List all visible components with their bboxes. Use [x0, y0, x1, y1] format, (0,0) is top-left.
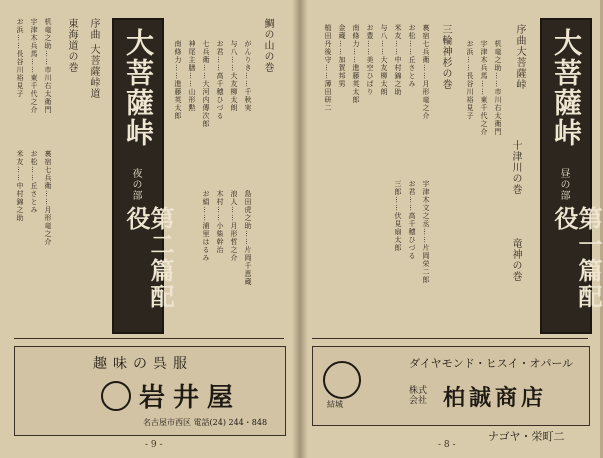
left-cast-line: 七兵衛……大河内傳次郎: [202, 40, 210, 128]
left-cast-line: 浪人……月形哲之介: [230, 190, 238, 262]
right-cast-line: 三郎……伏見扇太郎: [394, 180, 402, 252]
right-page-number: - 8 -: [438, 440, 456, 450]
left-title-part: 第二篇配役: [122, 206, 175, 310]
right-ad-address: ナゴヤ・栄町二: [488, 430, 565, 443]
right-divider: [312, 338, 588, 339]
right-section-ryujin: 竜神の巻: [510, 238, 521, 282]
right-cast-line: お松……丘さとみ: [408, 24, 416, 88]
left-section-overture: 序曲 大菩薩峠道: [88, 18, 99, 100]
left-cast-line: 米友……中村錦之助: [16, 150, 24, 222]
left-cast-line: 宇津木兵馬……東千代之介: [30, 18, 38, 114]
right-cast-line: お豊……美空ひばり: [366, 24, 374, 96]
right-ad-shop: 柏誠商店: [443, 385, 548, 411]
right-ad-logo-icon: [323, 361, 361, 399]
right-ad-kind: 株式会社: [409, 386, 428, 406]
right-advertisement: [312, 346, 590, 426]
left-cast-line: お松……丘さとみ: [30, 150, 38, 214]
left-cast-line: 南條力……進藤英太郎: [174, 40, 182, 120]
left-advertisement: [14, 346, 286, 436]
right-title: 大菩薩峠: [550, 28, 583, 148]
left-title: 大菩薩峠: [122, 28, 155, 148]
right-cast-line: 植田丹後守……薄田研二: [324, 24, 332, 112]
right-cast-line: 与八……大友柳太朗: [380, 24, 388, 96]
left-cast-line: 神尾主膳……山形勲: [188, 40, 196, 112]
left-divider: [14, 338, 284, 339]
left-title-sub: 夜の部: [130, 168, 141, 201]
right-ad-tagline: ダイヤモンド・ヒスイ・オパール: [409, 357, 574, 370]
left-page: [0, 0, 300, 458]
right-cast-line: 金蔵……加賀邦男: [338, 24, 346, 88]
left-section-tainoyama: 鯛の山の巻: [262, 18, 273, 73]
left-cast-line: がんりき……千秋実: [244, 40, 252, 112]
left-page-number: - 9 -: [145, 440, 163, 450]
right-title-sub: 昼の部: [558, 168, 569, 201]
left-cast-line: お君……高千穂ひづる: [216, 40, 224, 120]
left-cast-line: 机竜之助……市川右太衛門: [44, 18, 52, 114]
left-cast-line: 島田虎之助……片岡千恵蔵: [244, 190, 252, 286]
left-ad-shop: 岩井屋: [139, 383, 242, 413]
right-cast-line: 宇津木文之丞……片岡栄二郎: [422, 180, 430, 284]
left-ad-logo-icon: [101, 381, 131, 411]
right-cast-line: お浜……長谷川裕見子: [466, 40, 474, 120]
right-title-box: [540, 18, 603, 334]
left-ad-address: 名古屋市西区 電話(24) 244・848: [143, 418, 268, 427]
right-cast-line: 南條力……進藤英太郎: [352, 24, 360, 104]
left-ad-tagline: 趣味の呉服: [93, 356, 193, 372]
left-cast-line: お絹……浦里はるみ: [202, 190, 210, 262]
right-section-miwa: 三輪神杉の巻: [440, 24, 451, 90]
left-section-tokaido: 東海道の巻: [66, 18, 77, 73]
right-section-totsukawa: 十津川の巻: [510, 140, 521, 195]
left-cast-line: 与八……大友柳太朗: [230, 40, 238, 112]
book-gutter: [292, 0, 308, 458]
left-cast-line: 木村……小柴幹治: [216, 190, 224, 254]
right-title-part: 第一篇配役: [550, 206, 603, 310]
right-cast-line: 机竜之助……市川右太衛門: [494, 40, 502, 136]
left-cast-line: お浜……長谷川裕見子: [16, 18, 24, 98]
right-page: [300, 0, 603, 458]
left-cast-line: 裏宿七兵衛……月形竜之介: [44, 150, 52, 246]
right-ad-logo-text: 結城: [327, 400, 343, 409]
left-title-box: [112, 18, 175, 334]
right-cast-line: 裏宿七兵衛……月形竜之介: [422, 24, 430, 120]
right-cast-line: 宇津木兵馬……東千代之介: [480, 40, 488, 136]
right-section-overture: 序曲大菩薩峠: [514, 24, 525, 90]
right-cast-line: お君……高千穂ひづる: [408, 180, 416, 260]
right-cast-line: 米友……中村錦之助: [394, 24, 402, 96]
